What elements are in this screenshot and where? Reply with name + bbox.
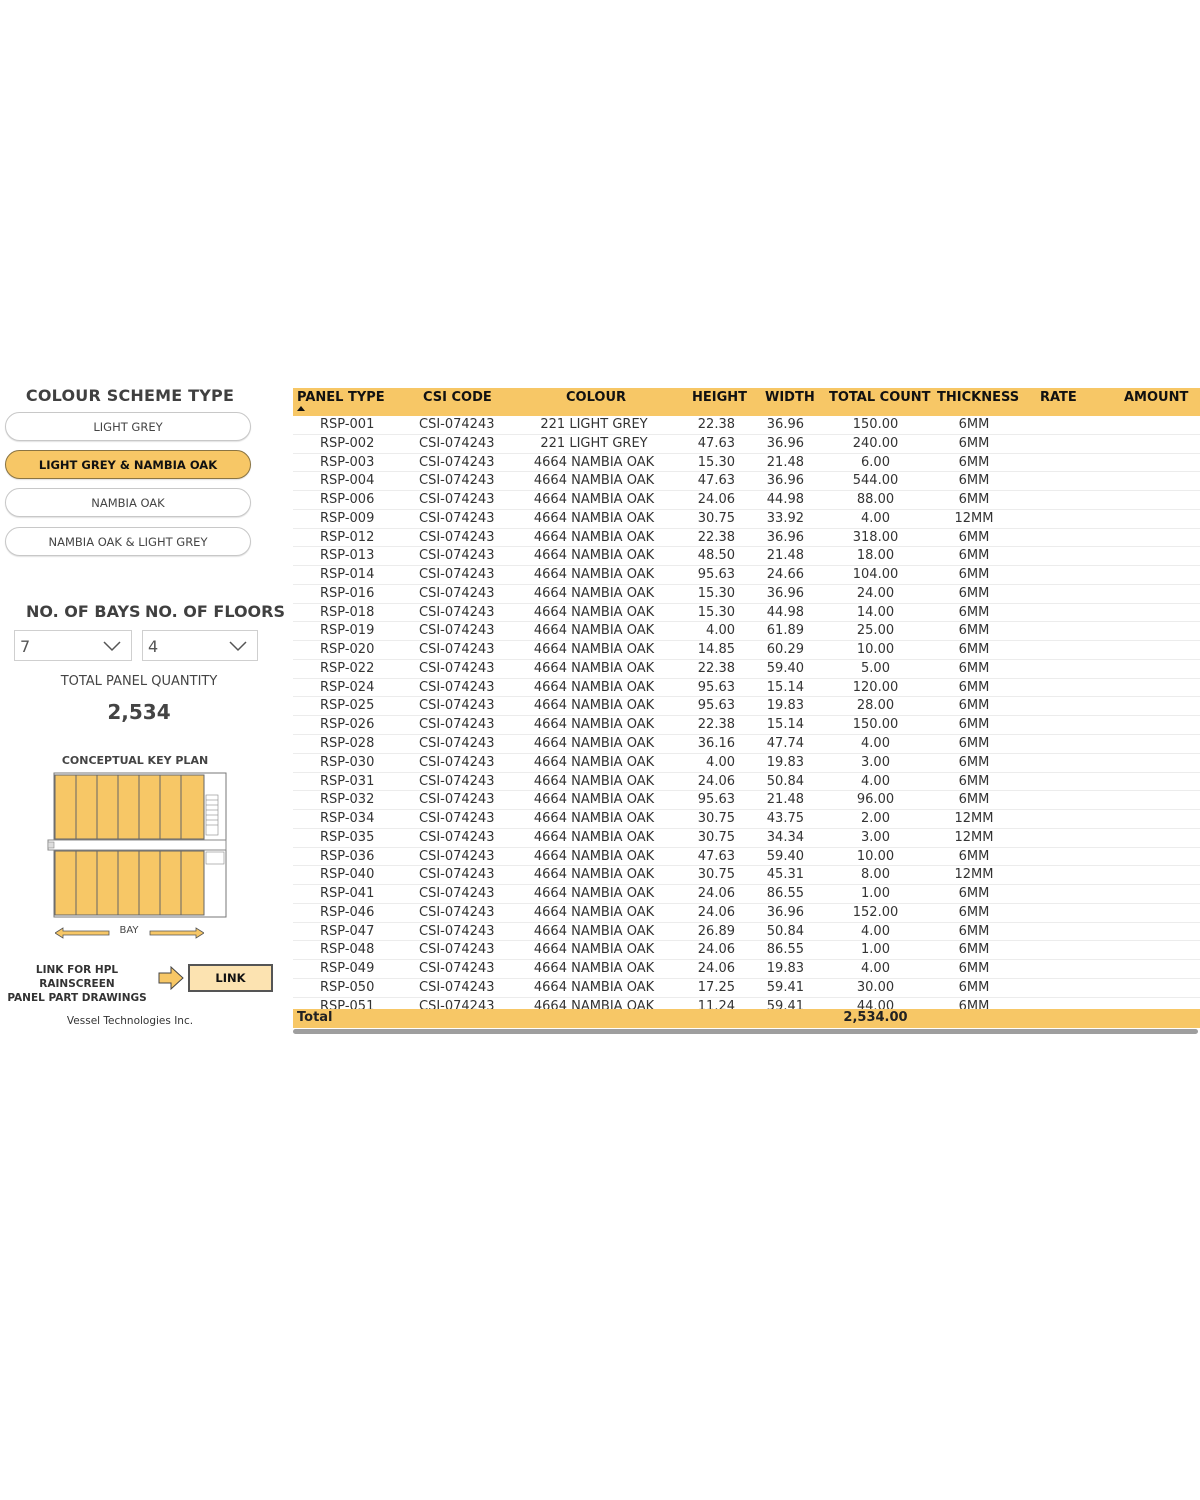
cell-width: 59.41 — [766, 998, 804, 1009]
cell-total-count: 104.00 — [852, 567, 899, 583]
cell-colour: 4664 NAMBIA OAK — [533, 848, 655, 864]
total-count-sum: 2,534.00 — [843, 1010, 908, 1025]
cell-panel-type: RSP-051 — [320, 998, 375, 1009]
cell-width: 15.14 — [766, 679, 804, 695]
table-row[interactable] — [293, 941, 1200, 960]
panel-table — [293, 388, 1200, 1034]
table-row[interactable] — [293, 716, 1200, 735]
chevron-down-icon — [103, 640, 121, 652]
cell-csi-code: CSI-074243 — [419, 585, 495, 601]
table-row[interactable] — [293, 660, 1200, 679]
cell-panel-type: RSP-036 — [320, 848, 375, 864]
cell-height: 22.38 — [697, 417, 735, 432]
cell-csi-code: CSI-074243 — [419, 736, 495, 752]
cell-colour: 4664 NAMBIA OAK — [533, 923, 655, 939]
cell-total-count: 96.00 — [856, 792, 895, 808]
cell-csi-code: CSI-074243 — [419, 717, 495, 733]
cell-height: 11.24 — [697, 998, 735, 1009]
table-row[interactable] — [293, 810, 1200, 829]
company-name: Vessel Technologies Inc. — [66, 1015, 194, 1027]
cell-colour: 4664 NAMBIA OAK — [533, 473, 655, 489]
cell-total-count: 18.00 — [856, 548, 895, 564]
cell-width: 43.75 — [766, 811, 804, 827]
table-row[interactable] — [293, 679, 1200, 698]
cell-total-count: 10.00 — [856, 642, 895, 658]
bays-label: NO. OF BAYS — [26, 602, 141, 621]
cell-height: 95.63 — [697, 792, 735, 808]
cell-thickness: 6MM — [958, 529, 990, 545]
column-header-thickness[interactable]: THICKNESS — [937, 390, 1020, 405]
cell-csi-code: CSI-074243 — [419, 867, 495, 883]
cell-thickness: 12MM — [954, 867, 994, 883]
cell-height: 24.06 — [697, 942, 735, 958]
key-plan-title: CONCEPTUAL KEY PLAN — [61, 754, 209, 767]
table-row[interactable] — [293, 697, 1200, 716]
cell-height: 47.63 — [697, 435, 735, 451]
cell-colour: 221 LIGHT GREY — [540, 417, 648, 432]
cell-panel-type: RSP-028 — [320, 736, 375, 752]
cell-colour: 4664 NAMBIA OAK — [533, 492, 655, 508]
column-header-width[interactable]: WIDTH — [765, 390, 815, 405]
cell-height: 24.06 — [697, 886, 735, 902]
table-row[interactable] — [293, 829, 1200, 848]
cell-height: 15.30 — [697, 454, 735, 470]
cell-thickness: 6MM — [958, 848, 990, 864]
cell-csi-code: CSI-074243 — [419, 567, 495, 583]
cell-width: 59.40 — [766, 848, 804, 864]
cell-height: 95.63 — [697, 567, 735, 583]
cell-width: 50.84 — [766, 923, 804, 939]
cell-panel-type: RSP-040 — [320, 867, 375, 883]
bay-arrow-right-icon — [148, 927, 204, 939]
cell-csi-code: CSI-074243 — [419, 473, 495, 489]
cell-thickness: 12MM — [954, 811, 994, 827]
cell-panel-type: RSP-034 — [320, 811, 375, 827]
cell-csi-code: CSI-074243 — [419, 904, 495, 920]
cell-thickness: 6MM — [958, 754, 990, 770]
cell-height: 30.75 — [697, 811, 735, 827]
cell-panel-type: RSP-026 — [320, 717, 375, 733]
table-row[interactable] — [293, 510, 1200, 529]
cell-height: 48.50 — [697, 548, 735, 564]
cell-csi-code: CSI-074243 — [419, 998, 495, 1009]
cell-thickness: 6MM — [958, 904, 990, 920]
cell-total-count: 6.00 — [861, 454, 890, 470]
total-panel-quantity-label: TOTAL PANEL QUANTITY — [60, 674, 218, 689]
cell-colour: 4664 NAMBIA OAK — [533, 660, 655, 676]
cell-thickness: 6MM — [958, 942, 990, 958]
cell-total-count: 152.00 — [852, 904, 899, 920]
cell-width: 19.83 — [766, 754, 804, 770]
cell-thickness: 6MM — [958, 979, 990, 995]
cell-height: 4.00 — [706, 754, 735, 770]
cell-width: 86.55 — [766, 942, 804, 958]
cell-height: 15.30 — [697, 585, 735, 601]
cell-csi-code: CSI-074243 — [419, 417, 495, 432]
cell-height: 47.63 — [697, 473, 735, 489]
cell-thickness: 6MM — [958, 492, 990, 508]
cell-colour: 4664 NAMBIA OAK — [533, 548, 655, 564]
cell-csi-code: CSI-074243 — [419, 548, 495, 564]
cell-height: 22.38 — [697, 660, 735, 676]
scheme-button-light-grey[interactable]: LIGHT GREY — [5, 412, 251, 441]
cell-width: 36.96 — [766, 904, 804, 920]
cell-total-count: 3.00 — [861, 754, 890, 770]
cell-panel-type: RSP-013 — [320, 548, 375, 564]
cell-colour: 4664 NAMBIA OAK — [533, 773, 655, 789]
cell-height: 22.38 — [697, 529, 735, 545]
cell-panel-type: RSP-047 — [320, 923, 375, 939]
cell-total-count: 28.00 — [856, 698, 895, 714]
cell-csi-code: CSI-074243 — [419, 923, 495, 939]
cell-colour: 4664 NAMBIA OAK — [533, 886, 655, 902]
cell-width: 15.14 — [766, 717, 804, 733]
cell-thickness: 6MM — [958, 961, 990, 977]
cell-colour: 4664 NAMBIA OAK — [533, 942, 655, 958]
cell-total-count: 4.00 — [861, 961, 890, 977]
cell-csi-code: CSI-074243 — [419, 848, 495, 864]
table-row[interactable] — [293, 923, 1200, 942]
table-total-row — [293, 1009, 1200, 1028]
cell-thickness: 6MM — [958, 473, 990, 489]
cell-width: 36.96 — [766, 473, 804, 489]
table-row[interactable] — [293, 604, 1200, 623]
cell-csi-code: CSI-074243 — [419, 529, 495, 545]
table-row[interactable] — [293, 529, 1200, 548]
cell-csi-code: CSI-074243 — [419, 660, 495, 676]
link-caption — [2, 963, 152, 1005]
cell-height: 30.75 — [697, 510, 735, 526]
cell-colour: 4664 NAMBIA OAK — [533, 792, 655, 808]
cell-total-count: 2.00 — [861, 811, 890, 827]
cell-csi-code: CSI-074243 — [419, 961, 495, 977]
cell-thickness: 6MM — [958, 604, 990, 620]
cell-colour: 4664 NAMBIA OAK — [533, 698, 655, 714]
cell-total-count: 30.00 — [856, 979, 895, 995]
cell-csi-code: CSI-074243 — [419, 492, 495, 508]
table-row[interactable] — [293, 491, 1200, 510]
cell-total-count: 44.00 — [856, 998, 895, 1009]
cell-height: 24.06 — [697, 773, 735, 789]
cell-width: 21.48 — [766, 548, 804, 564]
bays-value: 7 — [20, 637, 31, 656]
cell-total-count: 14.00 — [856, 604, 895, 620]
cell-total-count: 544.00 — [852, 473, 899, 489]
cell-panel-type: RSP-020 — [320, 642, 375, 658]
cell-colour: 4664 NAMBIA OAK — [533, 585, 655, 601]
table-row[interactable] — [293, 454, 1200, 473]
scheme-button-light-grey-nambia-oak[interactable]: LIGHT GREY & NAMBIA OAK — [5, 450, 251, 479]
cell-panel-type: RSP-050 — [320, 979, 375, 995]
hpl-drawings-link-button[interactable]: LINK — [188, 964, 273, 992]
column-header-total-count[interactable]: TOTAL COUNT — [829, 390, 931, 405]
cell-csi-code: CSI-074243 — [419, 886, 495, 902]
scheme-button-nambia-oak-light-grey[interactable]: NAMBIA OAK & LIGHT GREY — [5, 527, 251, 556]
cell-width: 19.83 — [766, 698, 804, 714]
cell-colour: 4664 NAMBIA OAK — [533, 904, 655, 920]
cell-thickness: 6MM — [958, 660, 990, 676]
cell-colour: 221 LIGHT GREY — [540, 435, 648, 451]
cell-panel-type: RSP-024 — [320, 679, 375, 695]
cell-width: 36.96 — [766, 435, 804, 451]
cell-height: 47.63 — [697, 848, 735, 864]
table-row[interactable] — [293, 791, 1200, 810]
cell-height: 36.16 — [697, 736, 735, 752]
floors-dropdown[interactable] — [142, 630, 258, 661]
arrow-right-icon — [158, 966, 184, 990]
cell-width: 47.74 — [766, 736, 804, 752]
cell-total-count: 1.00 — [861, 942, 890, 958]
total-panel-quantity-value: 2,534 — [107, 700, 171, 724]
cell-panel-type: RSP-019 — [320, 623, 375, 639]
table-row[interactable] — [293, 773, 1200, 792]
cell-panel-type: RSP-041 — [320, 886, 375, 902]
table-row[interactable] — [293, 566, 1200, 585]
chevron-down-icon — [229, 640, 247, 652]
cell-width: 44.98 — [766, 604, 804, 620]
cell-panel-type: RSP-035 — [320, 829, 375, 845]
cell-total-count: 3.00 — [861, 829, 890, 845]
cell-panel-type: RSP-014 — [320, 567, 375, 583]
cell-csi-code: CSI-074243 — [419, 754, 495, 770]
column-header-height[interactable]: HEIGHT — [692, 390, 748, 405]
table-row[interactable] — [293, 866, 1200, 885]
cell-height: 95.63 — [697, 698, 735, 714]
column-header-colour[interactable]: COLOUR — [566, 390, 627, 405]
table-body[interactable] — [293, 416, 1200, 1009]
cell-width: 33.92 — [766, 510, 804, 526]
cell-colour: 4664 NAMBIA OAK — [533, 604, 655, 620]
cell-colour: 4664 NAMBIA OAK — [533, 811, 655, 827]
cell-thickness: 6MM — [958, 923, 990, 939]
cell-height: 22.38 — [697, 717, 735, 733]
cell-colour: 4664 NAMBIA OAK — [533, 979, 655, 995]
cell-height: 30.75 — [697, 867, 735, 883]
cell-panel-type: RSP-048 — [320, 942, 375, 958]
table-row[interactable] — [293, 754, 1200, 773]
link-caption-line1: LINK FOR HPL RAINSCREEN — [35, 964, 119, 990]
table-row[interactable] — [293, 960, 1200, 979]
cell-thickness: 12MM — [954, 829, 994, 845]
sort-ascending-icon[interactable] — [297, 406, 305, 411]
column-header-panel-type[interactable]: PANEL TYPE — [297, 390, 385, 405]
cell-height: 24.06 — [697, 904, 735, 920]
cell-colour: 4664 NAMBIA OAK — [533, 623, 655, 639]
cell-panel-type: RSP-022 — [320, 660, 375, 676]
cell-width: 36.96 — [766, 529, 804, 545]
cell-colour: 4664 NAMBIA OAK — [533, 736, 655, 752]
cell-csi-code: CSI-074243 — [419, 435, 495, 451]
cell-total-count: 10.00 — [856, 848, 895, 864]
column-header-csi-code[interactable]: CSI CODE — [423, 390, 492, 405]
colour-scheme-title: COLOUR SCHEME TYPE — [25, 386, 235, 405]
table-row[interactable] — [293, 435, 1200, 454]
cell-width: 34.34 — [766, 829, 804, 845]
cell-thickness: 6MM — [958, 623, 990, 639]
link-caption-line2: PANEL PART DRAWINGS — [7, 992, 147, 1004]
floors-label: NO. OF FLOORS — [145, 602, 285, 621]
cell-csi-code: CSI-074243 — [419, 623, 495, 639]
table-header — [293, 388, 1200, 416]
cell-thickness: 6MM — [958, 435, 990, 451]
cell-colour: 4664 NAMBIA OAK — [533, 867, 655, 883]
cell-width: 36.96 — [766, 417, 804, 432]
cell-height: 14.85 — [697, 642, 735, 658]
table-row[interactable] — [293, 416, 1200, 435]
table-row[interactable] — [293, 979, 1200, 998]
cell-colour: 4664 NAMBIA OAK — [533, 961, 655, 977]
floors-value: 4 — [148, 637, 159, 656]
cell-colour: 4664 NAMBIA OAK — [533, 567, 655, 583]
table-row[interactable] — [293, 735, 1200, 754]
conceptual-key-plan-image — [46, 770, 230, 920]
total-label: Total — [297, 1010, 333, 1025]
cell-width: 19.83 — [766, 961, 804, 977]
bay-label: BAY — [119, 925, 139, 936]
cell-total-count: 4.00 — [861, 773, 890, 789]
cell-colour: 4664 NAMBIA OAK — [533, 679, 655, 695]
cell-thickness: 6MM — [958, 736, 990, 752]
table-row[interactable] — [293, 585, 1200, 604]
cell-height: 17.25 — [697, 979, 735, 995]
cell-csi-code: CSI-074243 — [419, 811, 495, 827]
cell-height: 4.00 — [706, 623, 735, 639]
cell-panel-type: RSP-001 — [320, 417, 375, 432]
cell-panel-type: RSP-031 — [320, 773, 375, 789]
cell-height: 26.89 — [697, 923, 735, 939]
cell-csi-code: CSI-074243 — [419, 942, 495, 958]
cell-panel-type: RSP-049 — [320, 961, 375, 977]
cell-thickness: 6MM — [958, 773, 990, 789]
cell-thickness: 6MM — [958, 642, 990, 658]
cell-width: 44.98 — [766, 492, 804, 508]
cell-total-count: 318.00 — [852, 529, 899, 545]
cell-total-count: 240.00 — [852, 435, 899, 451]
cell-colour: 4664 NAMBIA OAK — [533, 642, 655, 658]
table-row[interactable] — [293, 998, 1200, 1009]
cell-csi-code: CSI-074243 — [419, 773, 495, 789]
cell-panel-type: RSP-012 — [320, 529, 375, 545]
cell-width: 36.96 — [766, 585, 804, 601]
cell-csi-code: CSI-074243 — [419, 829, 495, 845]
bays-dropdown[interactable] — [14, 630, 132, 661]
cell-total-count: 24.00 — [856, 585, 895, 601]
cell-colour: 4664 NAMBIA OAK — [533, 717, 655, 733]
cell-csi-code: CSI-074243 — [419, 454, 495, 470]
cell-colour: 4664 NAMBIA OAK — [533, 754, 655, 770]
cell-thickness: 6MM — [958, 567, 990, 583]
cell-total-count: 8.00 — [861, 867, 890, 883]
cell-csi-code: CSI-074243 — [419, 792, 495, 808]
cell-thickness: 6MM — [958, 698, 990, 714]
cell-total-count: 25.00 — [856, 623, 895, 639]
cell-panel-type: RSP-009 — [320, 510, 375, 526]
cell-total-count: 4.00 — [861, 736, 890, 752]
cell-width: 60.29 — [766, 642, 804, 658]
cell-panel-type: RSP-003 — [320, 454, 375, 470]
cell-thickness: 6MM — [958, 548, 990, 564]
cell-thickness: 6MM — [958, 585, 990, 601]
cell-height: 95.63 — [697, 679, 735, 695]
cell-total-count: 120.00 — [852, 679, 899, 695]
cell-thickness: 6MM — [958, 886, 990, 902]
cell-csi-code: CSI-074243 — [419, 510, 495, 526]
cell-total-count: 1.00 — [861, 886, 890, 902]
cell-panel-type: RSP-018 — [320, 604, 375, 620]
cell-width: 24.66 — [766, 567, 804, 583]
cell-thickness: 6MM — [958, 717, 990, 733]
cell-thickness: 6MM — [958, 679, 990, 695]
cell-height: 24.06 — [697, 492, 735, 508]
cell-csi-code: CSI-074243 — [419, 979, 495, 995]
cell-panel-type: RSP-025 — [320, 698, 375, 714]
cell-total-count: 4.00 — [861, 510, 890, 526]
cell-panel-type: RSP-046 — [320, 904, 375, 920]
cell-width: 21.48 — [766, 454, 804, 470]
cell-panel-type: RSP-030 — [320, 754, 375, 770]
cell-height: 15.30 — [697, 604, 735, 620]
cell-csi-code: CSI-074243 — [419, 679, 495, 695]
cell-panel-type: RSP-016 — [320, 585, 375, 601]
table-row[interactable] — [293, 641, 1200, 660]
cell-thickness: 12MM — [954, 510, 994, 526]
cell-thickness: 6MM — [958, 792, 990, 808]
column-header-rate[interactable]: RATE — [1040, 390, 1077, 405]
cell-csi-code: CSI-074243 — [419, 604, 495, 620]
table-row[interactable] — [293, 848, 1200, 867]
cell-colour: 4664 NAMBIA OAK — [533, 510, 655, 526]
table-row[interactable] — [293, 472, 1200, 491]
cell-total-count: 5.00 — [861, 660, 890, 676]
cell-thickness: 6MM — [958, 454, 990, 470]
cell-height: 30.75 — [697, 829, 735, 845]
table-row[interactable] — [293, 885, 1200, 904]
cell-width: 86.55 — [766, 886, 804, 902]
cell-thickness: 6MM — [958, 417, 990, 432]
cell-csi-code: CSI-074243 — [419, 698, 495, 714]
cell-width: 21.48 — [766, 792, 804, 808]
cell-total-count: 150.00 — [852, 717, 899, 733]
horizontal-scrollbar[interactable] — [293, 1029, 1198, 1034]
cell-width: 59.41 — [766, 979, 804, 995]
cell-csi-code: CSI-074243 — [419, 642, 495, 658]
cell-colour: 4664 NAMBIA OAK — [533, 529, 655, 545]
cell-panel-type: RSP-002 — [320, 435, 375, 451]
cell-width: 61.89 — [766, 623, 804, 639]
cell-total-count: 88.00 — [856, 492, 895, 508]
table-row[interactable] — [293, 622, 1200, 641]
cell-colour: 4664 NAMBIA OAK — [533, 829, 655, 845]
cell-width: 59.40 — [766, 660, 804, 676]
cell-width: 50.84 — [766, 773, 804, 789]
table-row[interactable] — [293, 904, 1200, 923]
cell-panel-type: RSP-032 — [320, 792, 375, 808]
cell-total-count: 150.00 — [852, 417, 899, 432]
cell-height: 24.06 — [697, 961, 735, 977]
cell-total-count: 4.00 — [861, 923, 890, 939]
cell-colour: 4664 NAMBIA OAK — [533, 454, 655, 470]
cell-thickness: 6MM — [958, 998, 990, 1009]
column-header-amount[interactable]: AMOUNT — [1124, 390, 1189, 405]
scheme-button-nambia-oak[interactable]: NAMBIA OAK — [5, 488, 251, 517]
cell-width: 45.31 — [766, 867, 804, 883]
table-row[interactable] — [293, 547, 1200, 566]
cell-panel-type: RSP-004 — [320, 473, 375, 489]
cell-panel-type: RSP-006 — [320, 492, 375, 508]
cell-colour: 4664 NAMBIA OAK — [533, 998, 655, 1009]
